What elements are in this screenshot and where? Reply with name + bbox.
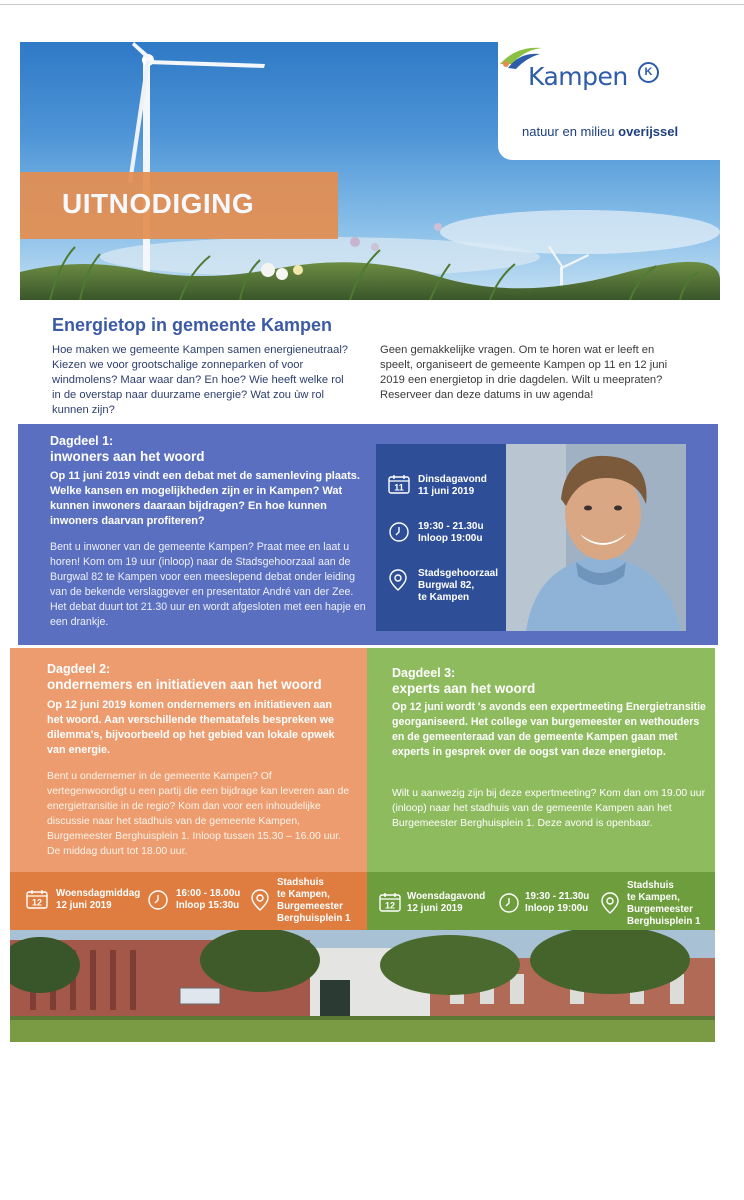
- presenter-photo: [506, 444, 686, 631]
- dagdeel2-title: ondernemers en initiatieven aan het woord: [47, 677, 322, 692]
- nm-region: overijssel: [618, 124, 679, 139]
- date-line2: 12 juni 2019: [56, 900, 112, 911]
- date-line2: 12 juni 2019: [407, 903, 463, 914]
- calendar-icon: [26, 889, 48, 909]
- dagdeel3-heading: [392, 666, 535, 696]
- dagdeel3-title: experts aan het woord: [392, 681, 536, 696]
- invitation-banner: [20, 172, 338, 239]
- dagdeel1-section: [18, 424, 718, 645]
- loc-line1: Stadshuis: [627, 880, 674, 891]
- location-pin-icon: [388, 568, 408, 592]
- dagdeel2-location: [250, 872, 365, 930]
- dagdeel3-time: [498, 872, 598, 930]
- loc-line3: te Kampen: [418, 592, 470, 603]
- time-line2: Inloop 19:00u: [525, 903, 589, 914]
- kampen-logo-k-icon: K: [638, 62, 659, 83]
- dagdeel1-heading: [50, 434, 205, 464]
- dagdeel3-info-bar: [367, 872, 715, 930]
- calendar-day: 12: [31, 897, 43, 908]
- loc-line4: Berghuisplein 1: [277, 913, 351, 924]
- calendar-day: 11: [394, 482, 404, 493]
- calendar-icon: [388, 474, 410, 494]
- clock-icon: [147, 889, 169, 911]
- calendar-day: 12: [384, 900, 396, 911]
- logo-card: [498, 42, 720, 160]
- natuur-en-milieu-logo: [498, 42, 544, 70]
- dagdeel3-lead: Op 12 juni wordt 's avonds een expertmeeting Energietransitie georganiseerd. Het college van burgemeester en wethouders en de gemeenteraad van de gemeente Kampen gaan met experts in gesprek over de oogst van deze energietop.: [392, 701, 706, 758]
- loc-line4: Berghuisplein 1: [627, 916, 701, 927]
- dagdeel3-body: Wilt u aanwezig zijn bij deze expertmeeting? Kom dan om 19.00 uur (inloop) naar het stadhuis van de gemeente Kampen aan het Burgemeester Berghuisplein 1. Deze avond is openbaar.: [392, 788, 706, 829]
- dagdeel1-body: Bent u inwoner van de gemeente Kampen? Praat mee en laat u horen! Kom om 19 uur (inloop) naar de Stadsgehoorzaal aan de Burgwal 82 te Kampen voor een meeslepend debat onder leiding van de bekende verslaggever en presentator André van der Zee. Het debat duurt tot 21.30 uur en wordt afgesloten met een hapje en een drankje.: [50, 541, 366, 628]
- dagdeel2-lead: Op 12 juni 2019 komen ondernemers en initiatieven aan het woord. Aan verschillende thematafels bespreken we dilemma's, bijvoorbeeld op het gebied van lokale opwek van energie.: [47, 699, 335, 756]
- loc-line2: te Kampen,: [627, 892, 680, 903]
- dagdeel2-time: [147, 872, 247, 930]
- date-line1: Woensdagavond: [407, 891, 486, 902]
- clock-icon: [498, 892, 520, 914]
- date-line2: 11 juni 2019: [418, 486, 475, 497]
- location-pin-icon: [250, 888, 270, 912]
- time-line2: Inloop 15:30u: [176, 900, 240, 911]
- dagdeel1-date-text: [418, 474, 487, 498]
- location-pin-icon: [600, 891, 620, 915]
- dagdeel2-kicker: Dagdeel 2:: [47, 662, 111, 676]
- loc-line1: Stadshuis: [277, 877, 324, 888]
- scan-edge-line: [0, 4, 744, 5]
- page-title: Energietop in gemeente Kampen: [52, 315, 333, 335]
- time-line2: Inloop 19:00u: [418, 533, 483, 544]
- kampen-logo: Kampen: [528, 62, 628, 91]
- dagdeel2-location-text: [277, 877, 351, 925]
- dagdeel3-location-text: [627, 880, 701, 928]
- dagdeel3-time-text: [525, 891, 589, 915]
- dagdeel3-date: [379, 872, 489, 930]
- dagdeel3-kicker: Dagdeel 3:: [392, 666, 456, 680]
- dagdeel2-date: [26, 872, 141, 930]
- loc-line3: Burgemeester: [627, 904, 693, 915]
- intro-questions: Hoe maken we gemeente Kampen samen energieneutraal? Kiezen we voor grootschalige zonneparken of voor windmolens? Maar waar dan? En hoe? Wie heeft welke rol in de overstap naar duurzame energie? Wat zou ùw rol kunnen zijn?: [52, 344, 349, 416]
- time-line1: 19:30 - 21.30u: [418, 521, 484, 532]
- dagdeel3-section: [367, 648, 715, 872]
- dagdeel1-time-text: [418, 521, 484, 545]
- presenter-portrait-illustration: [506, 444, 686, 631]
- date-line1: Dinsdagavond: [418, 474, 487, 485]
- intro-description: Geen gemakkelijke vragen. Om te horen wat er leeft en speelt, organiseert de gemeente Kampen op 11 en 12 juni 2019 een energietop in drie dagdelen. Wilt u meepraten? Reserveer dan deze datums in uw agenda!: [380, 344, 668, 401]
- town-hall-photo: [10, 930, 715, 1042]
- dagdeel1-kicker: Dagdeel 1:: [50, 434, 114, 448]
- loc-line3: Burgemeester: [277, 901, 343, 912]
- nm-prefix: natuur en milieu: [522, 124, 615, 139]
- clock-icon: [388, 521, 410, 543]
- natuur-en-milieu-text: [522, 124, 678, 139]
- dagdeel3-date-text: [407, 891, 485, 915]
- dagdeel1-lead: Op 11 juni 2019 vindt een debat met de samenleving plaats. Welke kansen en mogelijkheden zijn er in Kampen? Wat kunnen inwoners daaraan bijdragen? En hoe kunnen inwoners daarvan profiteren?: [50, 470, 360, 527]
- dagdeel2-heading: [47, 662, 322, 692]
- dagdeel2-date-text: [56, 888, 140, 912]
- time-line1: 19:30 - 21.30u: [525, 891, 590, 902]
- dagdeel2-time-text: [176, 888, 240, 912]
- calendar-icon: [379, 892, 401, 912]
- hero-photo: [20, 42, 720, 300]
- dagdeel1-info-box: [376, 444, 506, 631]
- town-hall-illustration: [10, 930, 715, 1042]
- invitation-banner-text: UITNODIGING: [62, 188, 255, 219]
- loc-line1: Stadsgehoorzaal: [418, 568, 499, 579]
- dagdeel1-title: inwoners aan het woord: [50, 449, 205, 464]
- dagdeel2-section: [10, 648, 367, 872]
- dagdeel3-location: [600, 872, 713, 930]
- time-line1: 16:00 - 18.00u: [176, 888, 241, 899]
- dagdeel2-body: Bent u ondernemer in de gemeente Kampen? Of vertegenwoordigt u een partij die een bijdrage kan leveren aan de energietransitie in de regio? Kom dan voor een inhoudelijke discussie naar het stadhuis van de gemeente Kampen, Burgemeester Berghuisplein 1. Inloop tussen 15.30 – 16.00 uur. De middag duurt tot 18.00 uur.: [47, 771, 350, 857]
- dagdeel2-info-bar: [10, 872, 367, 930]
- loc-line2: te Kampen,: [277, 889, 330, 900]
- dagdeel1-location-text: [418, 568, 498, 604]
- loc-line2: Burgwal 82,: [418, 580, 475, 591]
- date-line1: Woensdagmiddag: [56, 888, 141, 899]
